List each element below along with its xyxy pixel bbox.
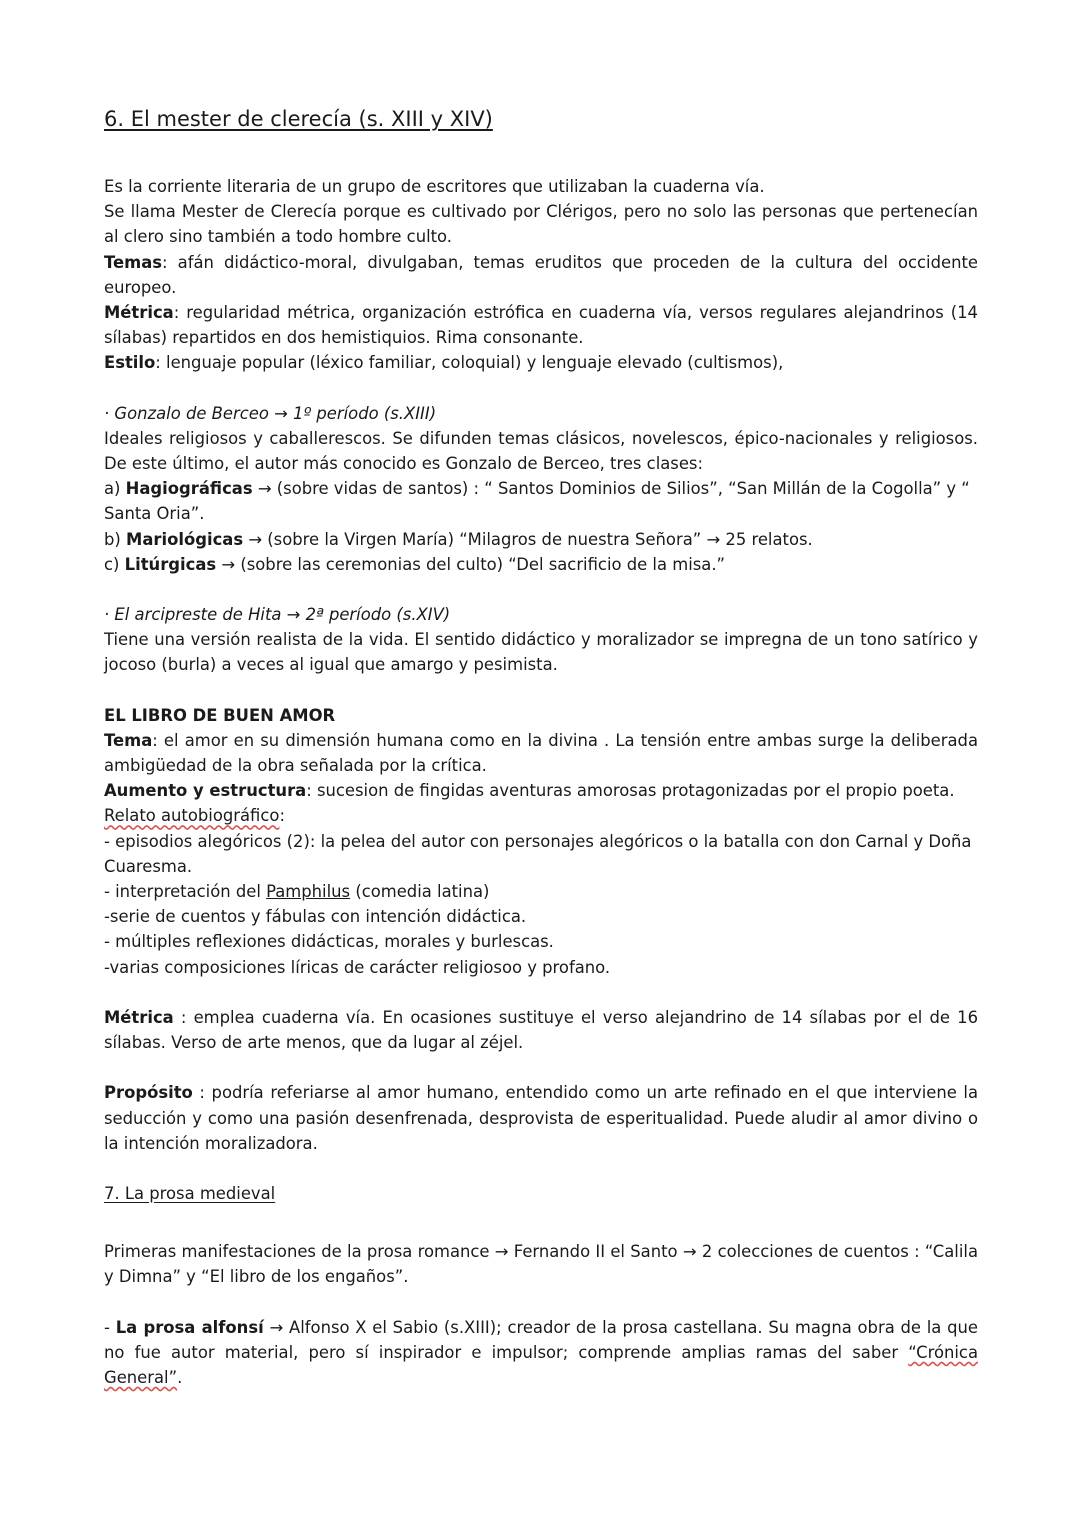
text: : lenguaje popular (léxico familiar, coloquial) y lenguaje elevado (cultismos), xyxy=(155,353,784,373)
label-bold: Mariológicas xyxy=(126,529,244,549)
label-bold: Métrica xyxy=(104,303,174,323)
list-item xyxy=(104,879,978,904)
text: → (sobre la Virgen María) “Milagros de nuestra Señora” → 25 relatos. xyxy=(243,529,813,549)
text: : emplea cuaderna vía. En ocasiones sustituye el verso alejandrino de 14 sílabas por el de 16 sílabas. Verso de arte menos, que da lugar al zéjel. xyxy=(104,1007,978,1053)
proposito-paragraph xyxy=(104,1080,978,1156)
list-marker: c) xyxy=(104,554,125,574)
tema-paragraph xyxy=(104,728,978,778)
relato-text: Relato autobiográfico xyxy=(104,806,280,826)
label-bold: Propósito xyxy=(104,1083,193,1103)
paragraph: Ideales religiosos y caballerescos. Se difunden temas clásicos, novelescos, épico-nacionales y religiosos. De este último, el autor más conocido es Gonzalo de Berceo, tres clases: xyxy=(104,428,978,474)
estructura-paragraph xyxy=(104,778,978,803)
text: : afán didáctico-moral, divulgaban, temas eruditos que proceden de la cultura del occidente europeo. xyxy=(104,252,978,297)
paragraph: Primeras manifestaciones de la prosa romance → Fernando II el Santo → 2 colecciones de cuentos : “Calila y Dimna” y “El libro de los engaños”. xyxy=(104,1242,978,1287)
paragraph: Tiene una versión realista de la vida. El sentido didáctico y moralizador se impregna de un tono satírico y jocoso (burla) a veces al igual que amargo y pesimista. xyxy=(104,630,978,675)
label-bold: Litúrgicas xyxy=(124,554,217,574)
label-bold: Aumento y estructura xyxy=(104,781,307,801)
list-item: -serie de cuentos y fábulas con intención didáctica. xyxy=(104,907,527,927)
paragraph: Se llama Mester de Clerecía porque es cultivado por Clérigos, pero no solo las personas que pertenecían al clero sino también a todo hombre culto. xyxy=(104,202,978,247)
list-item: -varias composiciones líricas de carácter religiosoo y profano. xyxy=(104,957,611,977)
document-page xyxy=(104,104,978,1390)
label-bold: Temas xyxy=(104,252,163,272)
text: : podría referiarse al amor humano, entendido como un arte refinado en el que interviene la seducción y como una pasión desenfrenada, desprovista de esperitualidad. Puede aludir al amor divino o la intención moralizadora. xyxy=(104,1083,978,1153)
label-bold: Métrica xyxy=(104,1007,174,1027)
list-item: - episodios alegóricos (2): la pelea del autor con personajes alegóricos o la batalla con don Carnal y Doña Cuaresma. xyxy=(104,831,972,876)
list-item xyxy=(104,527,978,552)
period: . xyxy=(177,1367,183,1387)
text: (comedia latina) xyxy=(350,882,490,902)
section-6-title: 6. El mester de clerecía (s. XIII y XIV) xyxy=(104,107,493,131)
list-marker: b) xyxy=(104,529,127,549)
lba-metrica-paragraph xyxy=(104,1005,978,1055)
label-bold: Tema xyxy=(104,730,153,750)
list-marker: - xyxy=(104,1317,116,1337)
text: : el amor en su dimensión humana como en la divina . La tensión entre ambas surge la deliberada ambigüedad de la obra señalada por la crítica. xyxy=(104,730,978,776)
relato-label xyxy=(104,803,978,828)
estilo-paragraph xyxy=(104,350,978,375)
cronica-general-text: “Crónica General” xyxy=(104,1342,978,1387)
text: → (sobre vidas de santos) : “ Santos Dominios de Silios”, “San Millán de la Cogolla” y “ Santa Oria”. xyxy=(104,479,970,524)
list-item xyxy=(104,476,978,526)
paragraph: Es la corriente literaria de un grupo de escritores que utilizaban la cuaderna vía. xyxy=(104,177,765,196)
temas-paragraph xyxy=(104,250,978,300)
label-bold: Estilo xyxy=(104,353,156,373)
berceo-heading: · Gonzalo de Berceo → 1º período (s.XIII) xyxy=(104,403,437,423)
label-bold: La prosa alfonsí xyxy=(115,1317,264,1337)
colon: : xyxy=(279,806,285,826)
text: : sucesion de fingidas aventuras amorosas protagonizadas por el propio poeta. xyxy=(306,781,955,801)
list-item xyxy=(104,552,978,577)
text: → (sobre las ceremonias del culto) “Del sacrificio de la misa.” xyxy=(216,554,726,574)
metrica-paragraph xyxy=(104,300,978,350)
section-7-title: 7. La prosa medieval xyxy=(104,1183,276,1203)
list-item: - múltiples reflexiones didácticas, morales y burlescas. xyxy=(104,932,554,952)
hita-heading: · El arcipreste de Hita → 2ª período (s.XIV) xyxy=(104,605,451,625)
text: - interpretación del xyxy=(104,882,267,902)
pamphilus-text: Pamphilus xyxy=(266,882,351,902)
text: : regularidad métrica, organización estrófica en cuaderna vía, versos regulares alejandrinos (14 sílabas) repartidos en dos hemistiquios. Rima consonante. xyxy=(104,303,978,348)
text: → Alfonso X el Sabio (s.XIII); creador de la prosa castellana. Su magna obra de la que no fue autor material, pero sí inspirador e impulsor; comprende amplias ramas del saber xyxy=(104,1317,978,1362)
label-bold: Hagiográficas xyxy=(125,479,253,499)
libro-buen-amor-title: EL LIBRO DE BUEN AMOR xyxy=(104,705,336,725)
list-marker: a) xyxy=(104,479,126,499)
prosa-alfonsi-paragraph xyxy=(104,1315,978,1391)
